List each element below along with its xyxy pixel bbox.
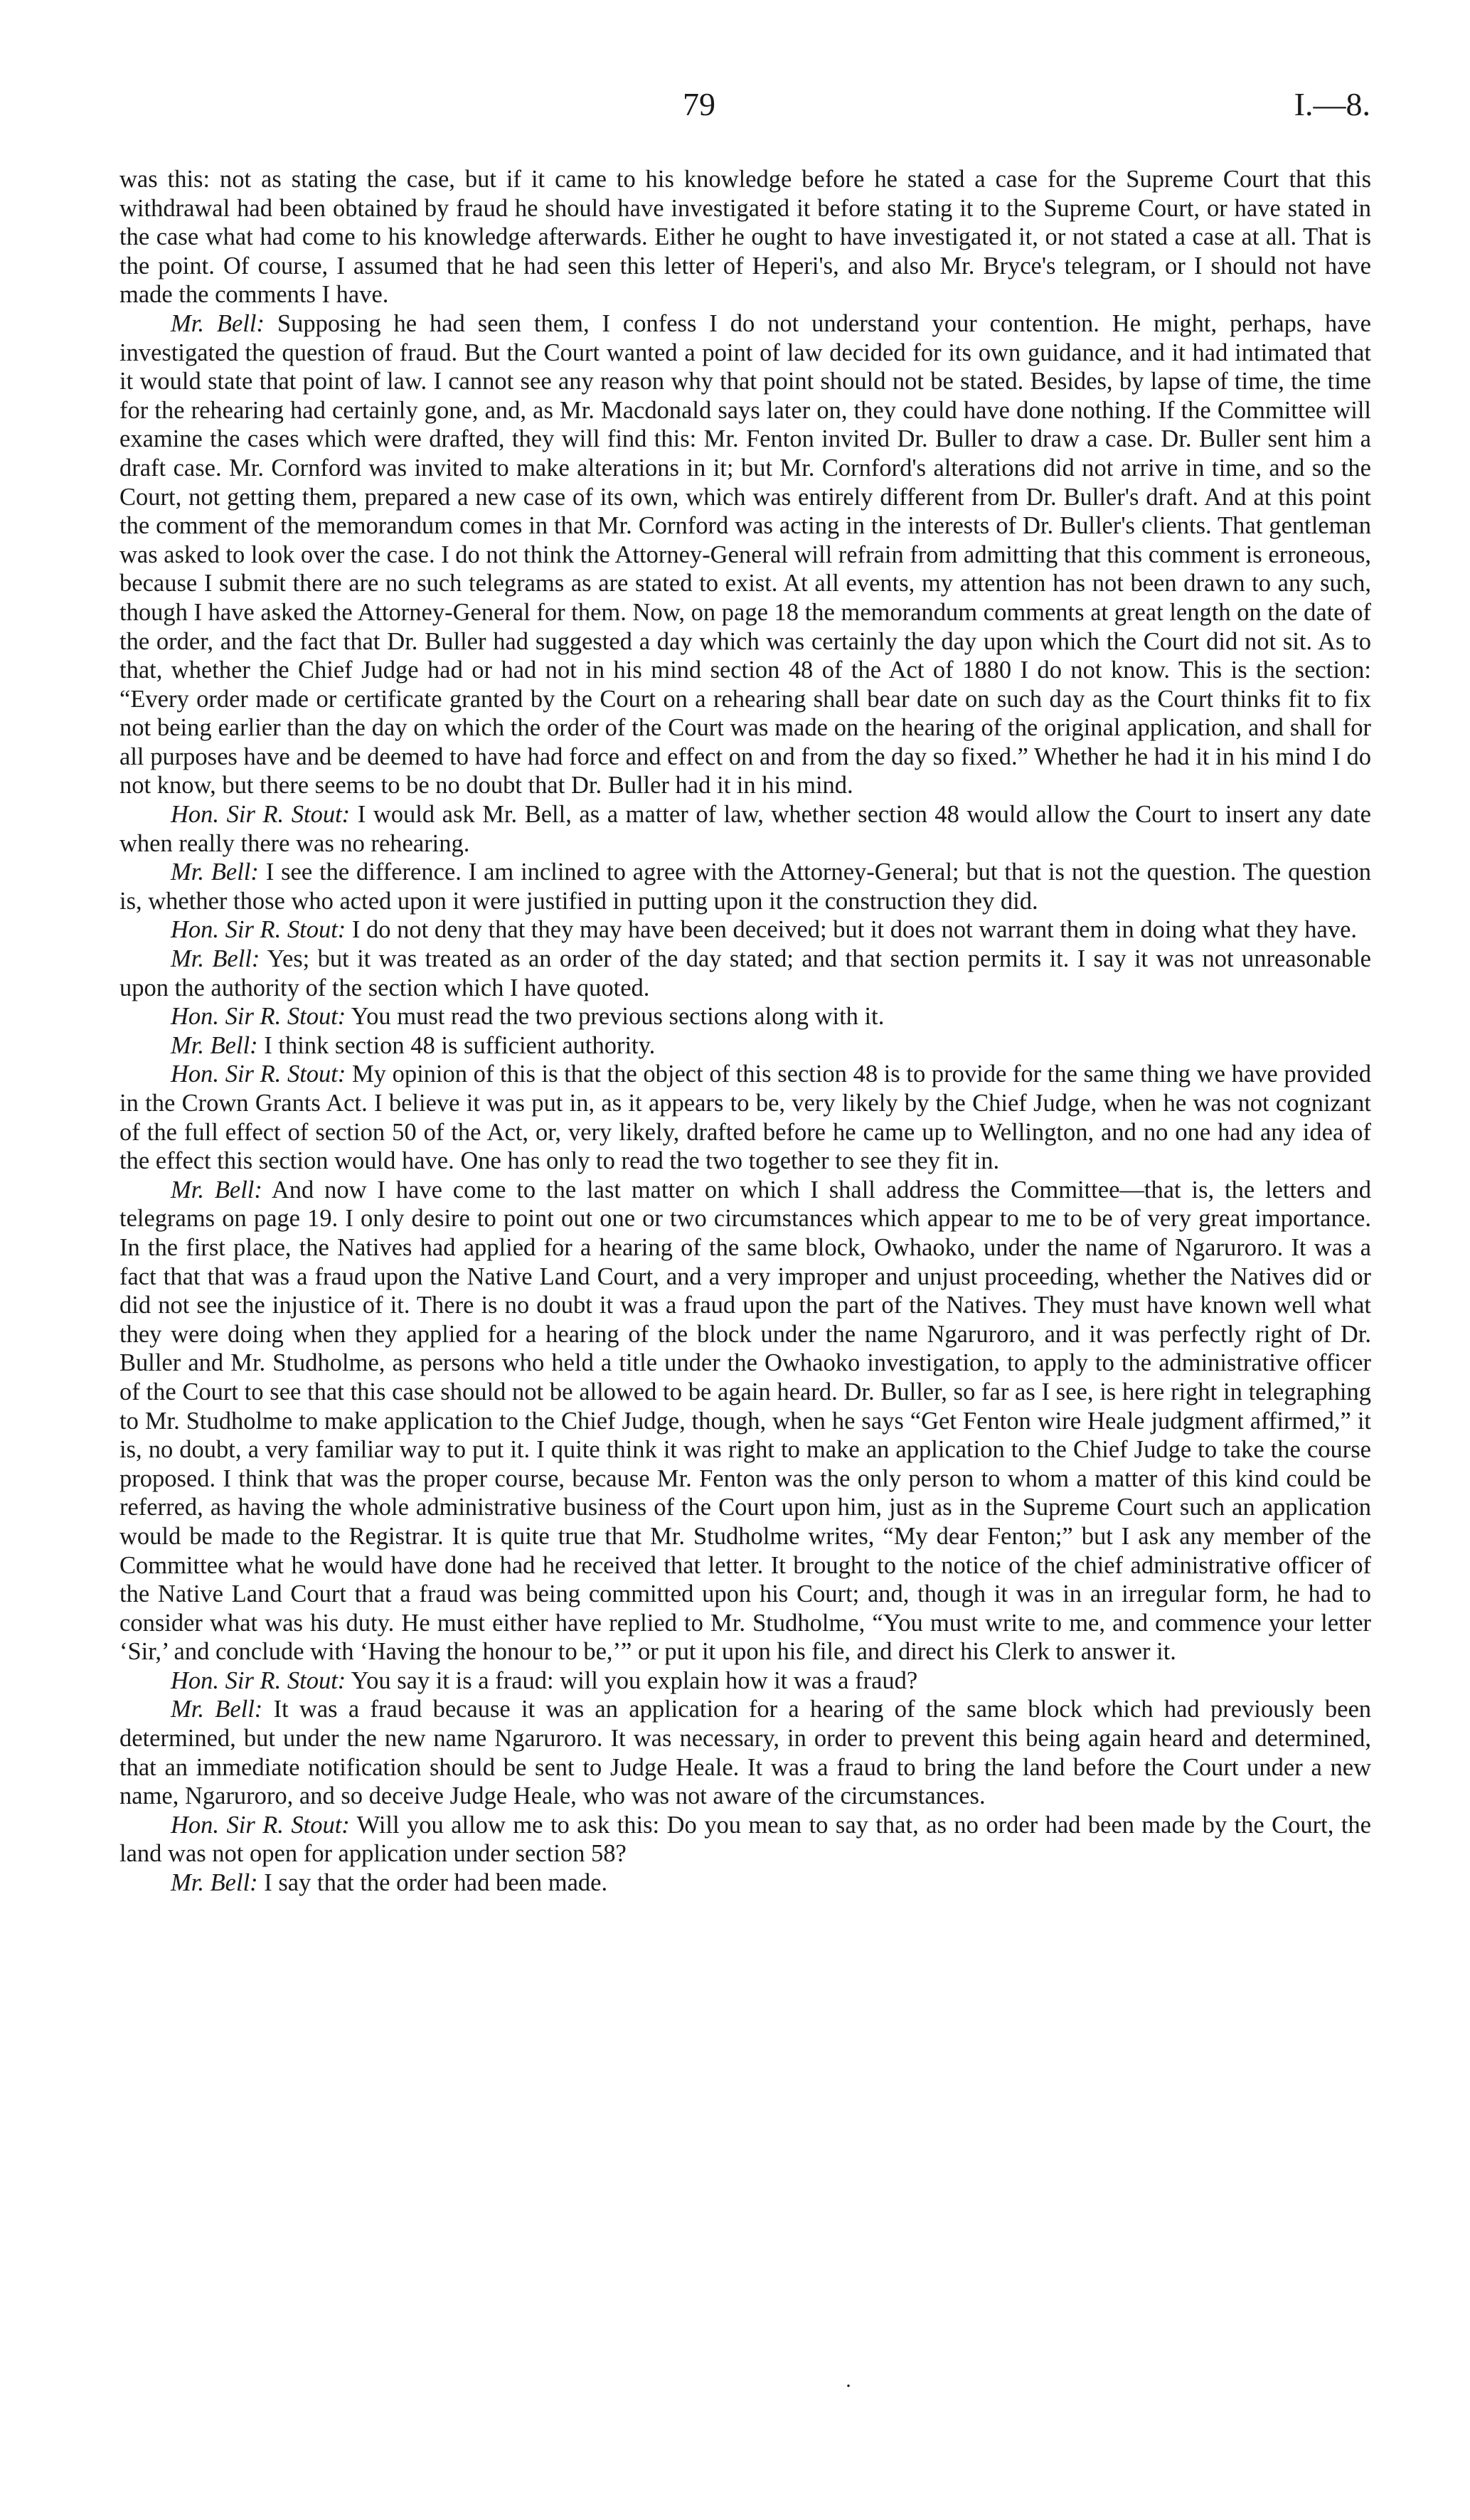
paragraph-text: I would ask Mr. Bell, as a matter of law, whether section 48 would allow the Court to insert any date when really there was no rehearing. xyxy=(119,801,1371,857)
speaker-name: Mr. Bell: xyxy=(171,945,260,973)
paragraph-text: I do not deny that they may have been deceived; but it does not warrant them in doing what they have. xyxy=(346,916,1358,944)
print-mark: · xyxy=(845,2374,852,2398)
paragraph-text: I see the difference. I am inclined to agree with the Attorney-General; but that is not the question. The question is, whether those who acted upon it were justified in putting upon it the construction they did. xyxy=(119,858,1372,915)
paragraph-text: was this: not as stating the case, but if it came to his knowledge before he stated a case for the Supreme Court that this withdrawal had been obtained by fraud he should have investigated it before stating it to the Supreme Court, or have stated in the case what had come to his knowledge afterwards. Either he ought to have investigated it, or not stated a case at all. That is the point. Of course, I assumed that he had seen this letter of Heperi's, and also Mr. Bryce's telegram, or I should not have made the comments I have. xyxy=(119,166,1371,309)
paragraph-text: Yes; but it was treated as an order of the day stated; and that section permits it. I say it was not unreasonable upon the authority of the section which I have quoted. xyxy=(119,945,1371,1001)
speaker-name: Mr. Bell: xyxy=(171,1176,262,1203)
page-header xyxy=(0,85,1470,128)
paragraph-text: My opinion of this is that the object of this section 48 is to provide for the same thing we have provided in the Crown Grants Act. I believe it was put in, as it appears to be, very likely by the Chief Judge, when he was not cognizant of the full effect of section 50 of the Act, or, very likely, drafted before he came up to Wellington, and no one had any idea of the effect this section would have. One has only to read the two together to see they fit in. xyxy=(119,1060,1371,1175)
speaker-name: Hon. Sir R. Stout: xyxy=(171,1003,346,1031)
paragraph xyxy=(119,1031,1371,1060)
paragraph xyxy=(119,1811,1371,1868)
speaker-name: Hon. Sir R. Stout: xyxy=(171,801,351,829)
paragraph xyxy=(119,1666,1371,1696)
paragraph xyxy=(119,1060,1371,1175)
paragraph-text: Will you allow me to ask this: Do you mean to say that, as no order had been made by the Court, the land was not open for application under section 58? xyxy=(119,1811,1371,1868)
speaker-name: Mr. Bell: xyxy=(171,858,259,886)
paragraph xyxy=(119,1695,1371,1810)
paragraph-text: It was a fraud because it was an application for a hearing of the same block which had previously been determined, but under the new name Ngaruroro. It was necessary, in order to prevent this being again heard and determined, that an immediate notification should be sent to Judge Heale. It was a fraud to bring the land before the Court under a new name, Ngaruroro, and so deceive Judge Heale, who was not aware of the circumstances. xyxy=(119,1696,1372,1810)
paragraph-text: And now I have come to the last matter on which I shall address the Committee—that is, the letters and telegrams on page 19. I only desire to point out one or two circumstances which appear to me to be of very great importance. In the first place, the Natives had applied for a hearing of the same block, Owhaoko, under the name of Ngaruroro. It was a fact that that was a fraud upon the Native Land Court, and a very improper and unjust proceeding, whether the Natives did or did not see the injustice of it. There is no doubt it was a fraud upon the part of the Natives. They must have known well what they were doing when they applied for a hearing of the block under the name Ngaruroro, and it was perfectly right of Dr. Buller and Mr. Studholme, as persons who held a title under the Owhaoko investigation, to apply to the administrative officer of the Court to see that this case should not be allowed to be again heard. Dr. Buller, so far as I see, is here right in telegraphing to Mr. Studholme to make application to the Chief Judge, though, when he says “Get Fenton wire Heale judgment affirmed,” it is, no doubt, a very familiar way to put it. I quite think it was right to make an application to the Chief Judge to take the course proposed. I think that was the proper course, because Mr. Fenton was the only person to whom a matter of this kind could be referred, as having the whole administrative business of the Court upon him, just as in the Supreme Court such an application would be made to the Registrar. It is quite true that Mr. Studholme writes, “My dear Fenton;” but I ask any member of the Committee what he would have done had he received that letter. It brought to the notice of the chief administrative officer of the Native Land Court that a fraud was being committed upon his Court; and, though it was in an irregular form, he had to consider what was his duty. He must either have replied to Mr. Studholme, “You must write to me, and commence your letter ‘Sir,’ and conclude with ‘Having the honour to be,’” or put it upon his file, and direct his Clerk to answer it. xyxy=(119,1176,1372,1666)
paragraph-text: You say it is a fraud: will you explain how it was a fraud? xyxy=(346,1666,918,1694)
paragraph-text: Supposing he had seen them, I confess I do not understand your contention. He might, perhaps, have investigated the question of fraud. But the Court wanted a point of law decided for its own guidance, and it had intimated that it would state that point of law. I cannot see any reason why that point should not be stated. Besides, by lapse of time, the time for the rehearing had certainly gone, and, as Mr. Macdonald says later on, they could have done nothing. If the Committee will examine the cases which were drafted, they will find this: Mr. Fenton invited Dr. Buller to draw a case. Dr. Buller sent him a draft case. Mr. Cornford was invited to make alterations in it; but Mr. Cornford's alterations did not arrive in time, and so the Court, not getting them, prepared a new case of its own, which was entirely different from Dr. Buller's draft. And at this point the comment of the memorandum comes in that Mr. Cornford was acting in the interests of Dr. Buller's clients. That gentleman was asked to look over the case. I do not think the Attorney-General will refrain from admitting that this comment is erroneous, because I submit there are no such telegrams as are stated to exist. At all events, my attention has not been drawn to any such, though I have asked the Attorney-General for them. Now, on page 18 the memorandum comments at great length on the date of the order, and the fact that Dr. Buller had suggested a day which was certainly the day upon which the Court did not sit. As to that, whether the Chief Judge had or had not in his mind section 48 of the Act of 1880 I do not know. This is the section: “Every order made or certificate granted by the Court on a rehearing shall bear date on such day as the Court thinks fit to fix not being earlier than the day on which the order of the Court was made on the hearing of the original application, and shall for all purposes have and be deemed to have had force and effect on and from the day so fixed.” Whether he had it in his mind I do not know, but there seems to be no doubt that Dr. Buller had it in his mind. xyxy=(119,309,1372,799)
paragraph xyxy=(119,915,1371,945)
paragraph xyxy=(119,1002,1371,1031)
paragraph-text: You must read the two previous sections along with it. xyxy=(346,1003,885,1031)
paragraph xyxy=(119,1176,1371,1666)
paragraph xyxy=(119,165,1371,309)
paragraph xyxy=(119,858,1371,915)
paragraph xyxy=(119,800,1371,858)
speaker-name: Hon. Sir R. Stout: xyxy=(171,916,346,944)
speaker-name: Hon. Sir R. Stout: xyxy=(171,1811,350,1839)
speaker-name: Hon. Sir R. Stout: xyxy=(171,1666,346,1694)
paragraph xyxy=(119,309,1371,800)
paragraph-text: I think section 48 is sufficient authority. xyxy=(257,1031,656,1059)
speaker-name: Mr. Bell: xyxy=(171,1869,258,1897)
document-reference: I.—8. xyxy=(1294,86,1370,122)
paragraph-text: I say that the order had been made. xyxy=(257,1869,608,1897)
speaker-name: Mr. Bell: xyxy=(171,309,265,337)
page-number: 79 xyxy=(683,86,715,122)
transcript-body xyxy=(119,165,1371,1898)
paragraph xyxy=(119,945,1371,1002)
paragraph xyxy=(119,1868,1371,1898)
speaker-name: Mr. Bell: xyxy=(171,1031,258,1059)
speaker-name: Hon. Sir R. Stout: xyxy=(171,1060,346,1088)
speaker-name: Mr. Bell: xyxy=(171,1696,263,1723)
